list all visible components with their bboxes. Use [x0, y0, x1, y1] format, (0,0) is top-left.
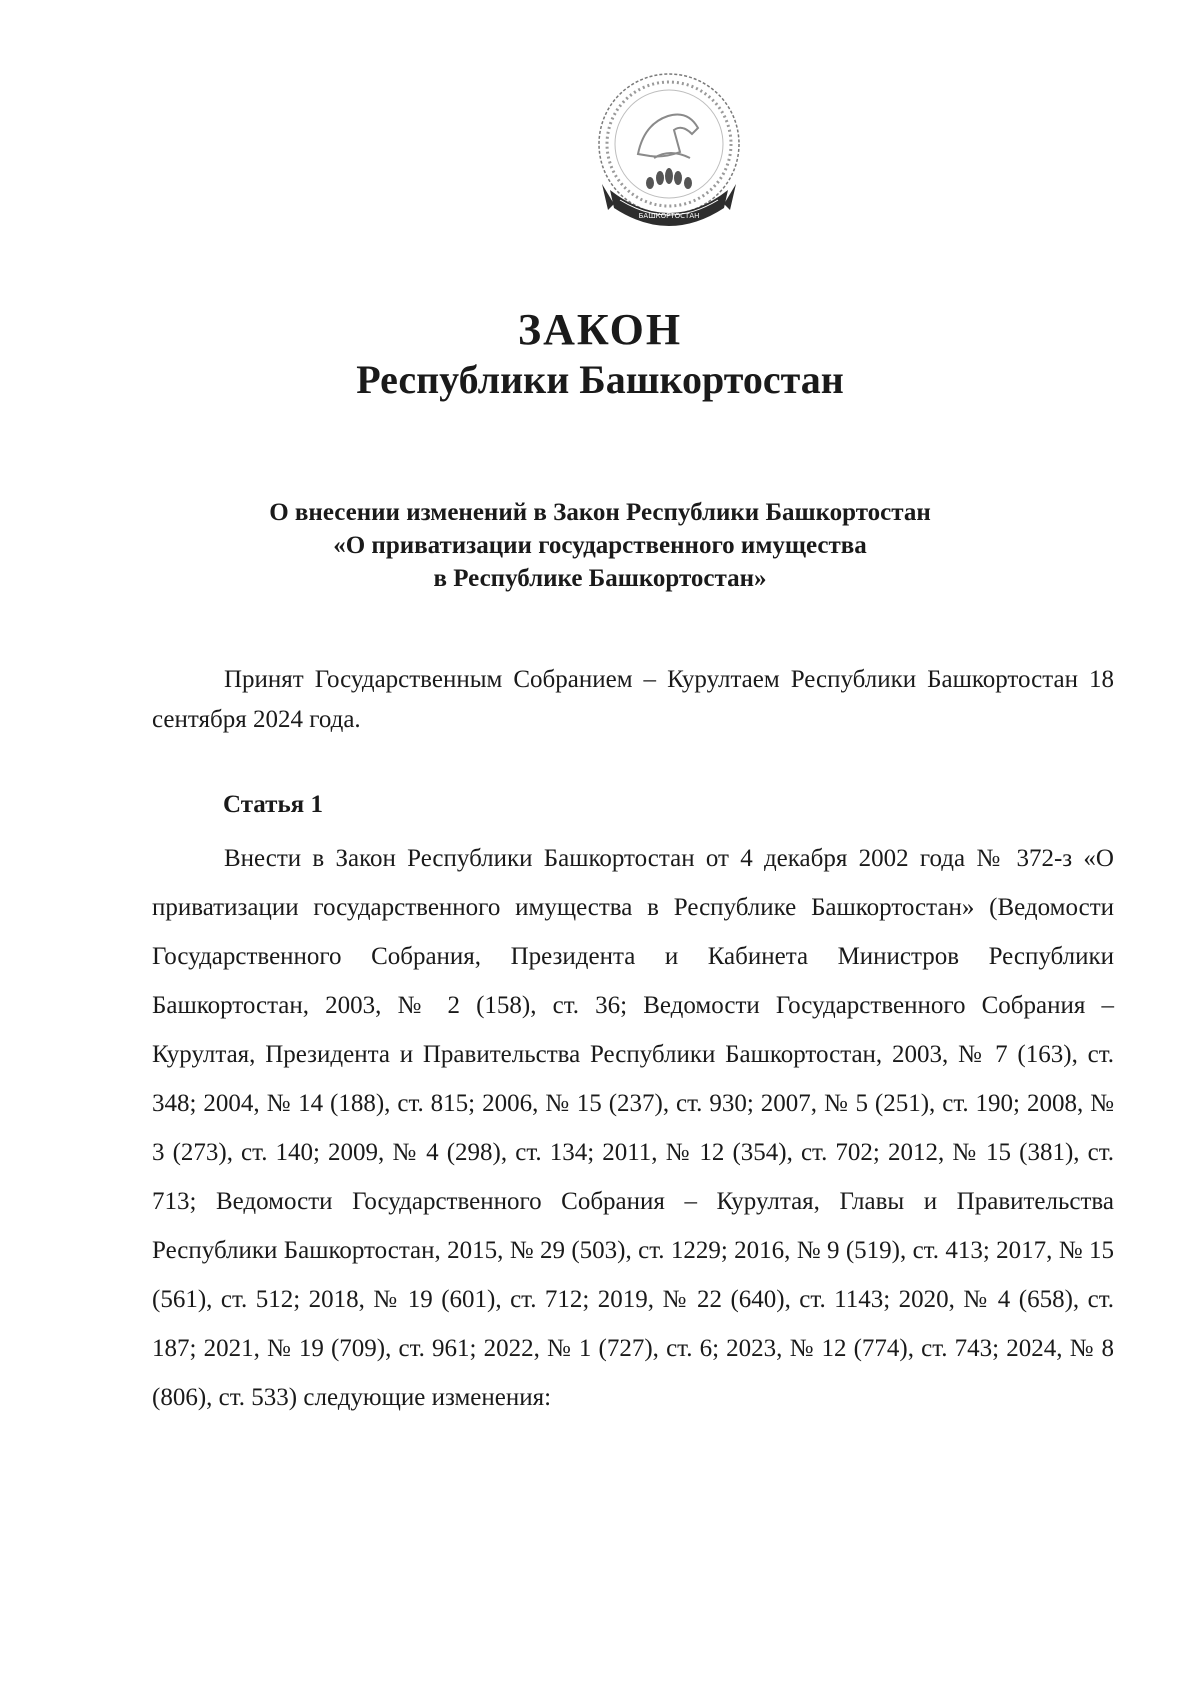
emblem-icon	[578, 58, 760, 248]
svg-text:БАШКОРТОСТАН: БАШКОРТОСТАН	[638, 212, 700, 220]
document-title: ЗАКОН	[517, 305, 683, 354]
adoption-note: Принят Государственным Собранием – Курултаем Республики Башкортостан 18 сентября 2024 года.	[152, 666, 1114, 733]
article-text: Внести в Закон Республики Башкортостан от 4 декабря 2002 года № 372-з «О приватизации государственного имущества в Республике Башкортостан» (Ведомости Государственного Собрания, Президента и Кабинета Министров Республики Башкортостан, 2003, № 2 (158), ст. 36; Ведомости Государственного Собрания – Курултая, Президента и Правительства Республики Башкортостан, 2003, № 7 (163), ст. 348; 2004, № 14 (188), ст. 815; 2006, № 15 (237), ст. 930; 2007, № 5 (251), ст. 190; 2008, № 3 (273), ст. 140; 2009, № 4 (298), ст. 134; 2011, № 12 (354), ст. 702; 2012, № 15 (381), ст. 713; Ведомости Государственного Собрания – Курултая, Главы и Правительства Республики Башкортостан, 2015, № 29 (503), ст. 1229; 2016, № 9 (519), ст. 413; 2017, № 15 (561), ст. 512; 2018, № 19 (601), ст. 712; 2019, № 22 (640), ст. 1143; 2020, № 4 (658), ст. 187; 2021, № 19 (709), ст. 961; 2022, № 1 (727), ст. 6; 2023, № 12 (774), ст. 743; 2024, № 8 (806), ст. 533) следующие изменения:	[152, 845, 1114, 1411]
article-title: Статья 1	[223, 791, 323, 818]
law-heading-line-2: «О приватизации государственного имущества	[333, 532, 867, 559]
document-subtitle: Республики Башкортостан	[356, 357, 844, 402]
law-heading-line-1: О внесении изменений в Закон Республики Башкортостан	[269, 499, 931, 526]
law-heading-line-3: в Республике Башкортостан»	[433, 565, 767, 592]
law-heading	[0, 496, 1200, 595]
